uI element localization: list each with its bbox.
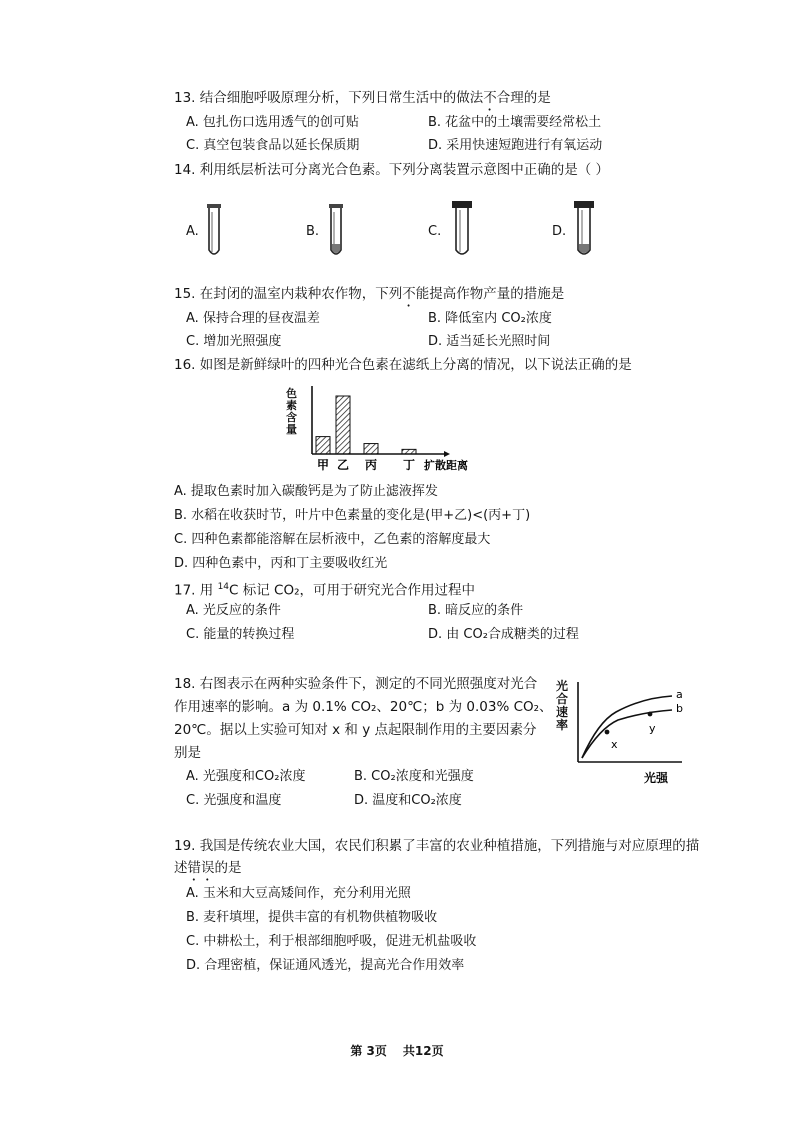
q16-option-c[interactable]: C. 四种色素都能溶解在层析液中，乙色素的溶解度最大 bbox=[174, 532, 491, 547]
question-19-line-2: 述错误的是 bbox=[174, 860, 242, 876]
test-tube-b-icon bbox=[326, 202, 348, 262]
q18-option-c[interactable]: C. 光强度和温度 bbox=[186, 793, 282, 808]
q14-option-b[interactable]: B. bbox=[306, 224, 320, 239]
question-18-line-3: 20℃。据以上实验可知对 x 和 y 点起限制作用的主要因素分 bbox=[174, 722, 537, 738]
q15-option-a[interactable]: A. 保持合理的昼夜温差 bbox=[186, 311, 320, 326]
q19-option-c[interactable]: C. 中耕松土，利于根部细胞呼吸，促进无机盐吸收 bbox=[186, 934, 477, 949]
x-axis-arrow-icon bbox=[444, 451, 450, 457]
point-y bbox=[648, 712, 653, 717]
category-label: 丙 bbox=[365, 458, 378, 472]
question-15-stem: 15. 在封闭的温室内栽种农作物，下列不能提高作物产量的措施是 bbox=[174, 286, 565, 302]
q17-option-b[interactable]: B. 暗反应的条件 bbox=[428, 603, 524, 618]
point-x bbox=[605, 730, 610, 735]
q14-option-c[interactable]: C. bbox=[428, 224, 442, 239]
x-axis-label: 光强 bbox=[644, 771, 669, 785]
q15-option-c[interactable]: C. 增加光照强度 bbox=[186, 334, 282, 349]
question-18-line-2: 作用速率的影响。a 为 0.1% CO₂、20℃；b 为 0.03% CO₂、 bbox=[174, 699, 553, 715]
q18-y-axis-label: 光合速率 bbox=[556, 679, 569, 732]
q14-option-a[interactable]: A. bbox=[186, 224, 199, 239]
question-17-stem: 17. 用 $^{14}$C 标记 CO₂，可用于研究光合作用过程中 bbox=[174, 582, 475, 599]
q17-option-a[interactable]: A. 光反应的条件 bbox=[186, 603, 281, 618]
test-tube-c-icon bbox=[450, 200, 474, 262]
question-14-stem: 14. 利用纸层析法可分离光合色素。下列分离装置示意图中正确的是（ ） bbox=[174, 162, 610, 178]
q13-option-d[interactable]: D. 采用快速短跑进行有氧运动 bbox=[428, 138, 603, 153]
bar-乙 bbox=[336, 396, 350, 454]
question-18-line-4: 别是 bbox=[174, 745, 201, 761]
q16-option-b[interactable]: B. 水稻在收获时节，叶片中色素量的变化是(甲+乙)<(丙+丁) bbox=[174, 508, 531, 523]
curve-a bbox=[582, 696, 672, 758]
category-label: 乙 bbox=[337, 458, 350, 472]
bar-丙 bbox=[364, 444, 378, 454]
question-13-stem: 13. 结合细胞呼吸原理分析，下列日常生活中的做法不合理的是 bbox=[174, 90, 551, 106]
q18-option-b[interactable]: B. CO₂浓度和光强度 bbox=[354, 769, 474, 784]
q17-option-c[interactable]: C. 能量的转换过程 bbox=[186, 627, 295, 642]
bar-丁 bbox=[402, 449, 416, 454]
pigment-bar-chart bbox=[284, 382, 504, 478]
q14-option-d[interactable]: D. bbox=[552, 224, 567, 239]
category-label: 丁 bbox=[403, 458, 416, 472]
q18-option-d[interactable]: D. 温度和CO₂浓度 bbox=[354, 793, 462, 808]
q13-option-c[interactable]: C. 真空包装食品以延长保质期 bbox=[186, 138, 360, 153]
q15-option-d[interactable]: D. 适当延长光照时间 bbox=[428, 334, 551, 349]
question-19-line-1: 19. 我国是传统农业大国，农民们积累了丰富的农业种植措施，下列措施与对应原理的描 bbox=[174, 838, 700, 854]
q16-option-a[interactable]: A. 提取色素时加入碳酸钙是为了防止滤液挥发 bbox=[174, 484, 438, 499]
x-axis-label: 扩散距离 bbox=[424, 459, 468, 472]
bar-甲 bbox=[316, 437, 330, 454]
q19-option-d[interactable]: D. 合理密植，保证通风透光，提高光合作用效率 bbox=[186, 958, 465, 973]
question-16-stem: 16. 如图是新鲜绿叶的四种光合色素在滤纸上分离的情况，以下说法正确的是 bbox=[174, 357, 632, 373]
q17-option-d[interactable]: D. 由 CO₂合成糖类的过程 bbox=[428, 627, 579, 642]
point-y-label: y bbox=[649, 722, 656, 735]
q13-option-b[interactable]: B. 花盆中的土壤需要经常松土 bbox=[428, 115, 602, 130]
page-footer bbox=[0, 1042, 794, 1059]
q16-option-d[interactable]: D. 四种色素中，丙和丁主要吸收红光 bbox=[174, 556, 388, 571]
test-tube-d-icon bbox=[572, 200, 596, 262]
q18-option-a[interactable]: A. 光强度和CO₂浓度 bbox=[186, 769, 306, 784]
test-tube-a-icon bbox=[204, 202, 226, 262]
curve-b-label: b bbox=[676, 702, 683, 715]
page-total: 共12页 bbox=[402, 1044, 444, 1058]
curve-a-label: a bbox=[676, 688, 683, 701]
q15-option-b[interactable]: B. 降低室内 CO₂浓度 bbox=[428, 311, 552, 326]
point-x-label: x bbox=[611, 738, 618, 751]
y-axis-label: 色素含量 bbox=[286, 387, 297, 436]
category-label: 甲 bbox=[317, 458, 330, 472]
q19-option-b[interactable]: B. 麦秆填埋，提供丰富的有机物供植物吸收 bbox=[186, 910, 438, 925]
q13-option-a[interactable]: A. 包扎伤口选用透气的创可贴 bbox=[186, 115, 359, 130]
question-18-line-1: 18. 右图表示在两种实验条件下，测定的不同光照强度对光合 bbox=[174, 676, 538, 692]
page-number: 第 3页 bbox=[350, 1044, 387, 1058]
photosynthesis-rate-chart bbox=[552, 676, 692, 788]
q19-option-a[interactable]: A. 玉米和大豆高矮间作，充分利用光照 bbox=[186, 886, 411, 901]
